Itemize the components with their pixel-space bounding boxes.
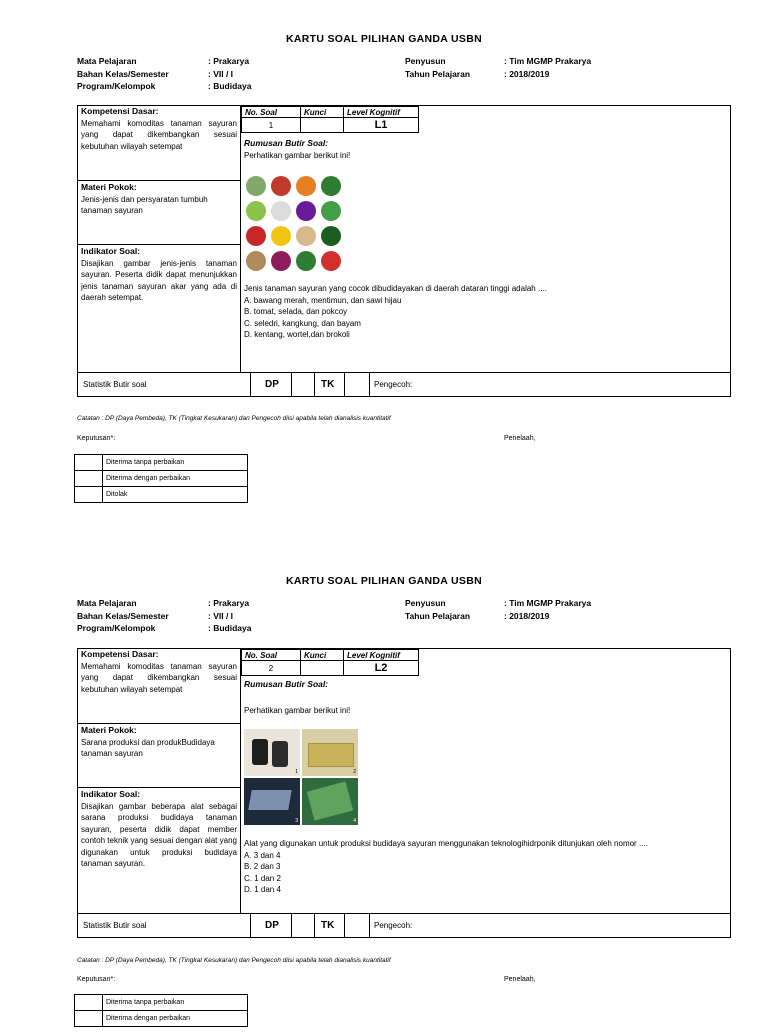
meta-label: Tahun Pelajaran <box>405 68 471 79</box>
option-b: B. tomat, selada, dan pokcoy <box>244 307 348 316</box>
level-value: L1 <box>344 118 419 133</box>
divider <box>291 914 292 938</box>
soal-frame <box>77 648 731 938</box>
meta-label: Tahun Pelajaran <box>405 610 471 621</box>
kompetensi-section <box>78 106 240 152</box>
divider <box>78 244 240 245</box>
rumusan-label: Rumusan Butir Soal: <box>244 138 329 148</box>
divider <box>314 914 315 938</box>
vegetable-image <box>321 226 341 246</box>
card-title: KARTU SOAL PILIHAN GANDA USBN <box>286 33 482 45</box>
meta-right <box>405 55 591 80</box>
no-soal-value: 1 <box>242 118 301 133</box>
tool-image-2 <box>302 729 358 776</box>
meta-label: Bahan Kelas/Semester <box>77 610 169 621</box>
indikator-label: Indikator Soal: <box>81 789 141 799</box>
rumusan-intro-block <box>244 705 350 717</box>
vegetable-image <box>271 251 291 271</box>
no-soal-value: 2 <box>242 661 301 676</box>
catatan-note: Catatan : DP (Daya Pembeda), TK (Tingkat Kesukaran) dan Pengecoh diisi apabila telah dianalisis kuantitatif <box>77 957 391 964</box>
kompetensi-label: Kompetensi Dasar: <box>81 649 159 659</box>
option-a: A. bawang merah, mentimun, dan sawi hijau <box>244 295 402 305</box>
decision-row <box>75 455 248 471</box>
meta-left <box>77 55 251 93</box>
option-a: A. 3 dan 4 <box>244 850 281 860</box>
meta-value: : VII / I <box>208 610 234 621</box>
materi-label: Materi Pokok: <box>81 182 137 192</box>
divider <box>344 373 345 397</box>
vegetable-image <box>321 176 341 196</box>
decision-row <box>75 995 248 1011</box>
soal-info-table <box>241 649 419 676</box>
divider <box>78 787 240 788</box>
decision-checkbox[interactable] <box>75 1011 103 1027</box>
vegetable-image <box>246 251 266 271</box>
materi-section <box>78 725 240 760</box>
indikator-text: Disajikan gambar beberapa alat sebagai sarana produksi budidaya tanaman sayuran, peserta didik dapat member contoh teknik yang sesuai dengan alat yang digunakan untuk produksi budidaya tanaman sayuran. <box>81 801 237 868</box>
question-text: Alat yang digunakan untuk produksi budidaya sayuran menggunakan teknologihidrponik ditunjukan oleh nomor .... <box>244 839 648 848</box>
image-number: 3 <box>295 818 298 824</box>
meta-label: Penyusun <box>405 598 446 608</box>
materi-text: Sarana produksi dan produkBudidaya tanaman sayuran <box>81 737 215 758</box>
indikator-text: Disajikan gambar jenis-jenis tanaman sayuran. Peserta didik dapat menunjukkan jenis tanaman sayuran akar yang ada di daerah setempat. <box>81 258 237 302</box>
meta-value: : Budidaya <box>208 623 252 633</box>
decision-checkbox[interactable] <box>75 471 103 487</box>
keputusan-label: Keputusan*: <box>77 435 116 442</box>
option-c: C. 1 dan 2 <box>244 873 281 883</box>
divider <box>369 373 370 397</box>
tool-image-4 <box>302 778 358 825</box>
meta-label: Bahan Kelas/Semester <box>77 68 169 79</box>
statistik-label: Statistik Butir soal <box>83 380 147 389</box>
indikator-section <box>78 246 240 304</box>
decision-label: Ditolak <box>103 487 248 503</box>
decision-label: Diterima dengan perbaikan <box>103 471 248 487</box>
kunci-value <box>301 661 344 676</box>
dp-label: DP <box>265 920 279 931</box>
level-value: L2 <box>344 661 419 676</box>
vegetable-image <box>246 201 266 221</box>
meta-label: Program/Kelompok <box>77 81 156 91</box>
divider <box>314 373 315 397</box>
meta-value: : Tim MGMP Prakarya <box>504 56 592 66</box>
catatan-note: Catatan : DP (Daya Pembeda), TK (Tingkat Kesukaran) dan Pengecoh diisi apabila telah dianalisis kuantitatif <box>77 415 391 422</box>
vegetable-image <box>296 226 316 246</box>
decision-checkbox[interactable] <box>75 455 103 471</box>
col-kunci: Kunci <box>301 107 344 118</box>
card-2 <box>0 542 768 1032</box>
penelaah-label: Penelaah, <box>504 435 536 442</box>
divider <box>250 373 251 397</box>
decision-label: Diterima tanpa perbaikan <box>103 455 248 471</box>
divider <box>291 373 292 397</box>
indikator-section <box>78 789 240 870</box>
image-number: 4 <box>353 818 356 824</box>
question-text: Jenis tanaman sayuran yang cocok dibudidayakan di daerah dataran tinggi adalah .... <box>244 284 547 293</box>
vegetable-image <box>296 176 316 196</box>
pengecoh-label: Pengecoh: <box>374 921 413 930</box>
materi-label: Materi Pokok: <box>81 725 137 735</box>
decision-row <box>75 471 248 487</box>
meta-label: Penyusun <box>405 56 446 66</box>
meta-label: Program/Kelompok <box>77 623 156 633</box>
col-kunci: Kunci <box>301 650 344 661</box>
penelaah-label: Penelaah, <box>504 976 536 983</box>
decision-row <box>75 487 248 503</box>
vegetable-image <box>246 226 266 246</box>
divider <box>78 723 240 724</box>
meta-value: : Budidaya <box>208 81 252 91</box>
divider <box>250 914 251 938</box>
decision-row <box>75 1011 248 1027</box>
vegetable-image <box>246 176 266 196</box>
statistik-row <box>78 372 730 397</box>
keputusan-label: Keputusan*: <box>77 976 116 983</box>
tool-image-1 <box>244 729 300 776</box>
rumusan-label: Rumusan Butir Soal: <box>244 679 329 689</box>
divider <box>369 914 370 938</box>
option-b: B. 2 dan 3 <box>244 862 281 871</box>
kompetensi-label: Kompetensi Dasar: <box>81 106 159 116</box>
soal-info-table <box>241 106 419 133</box>
statistik-row <box>78 913 730 938</box>
vegetable-image-grid <box>244 174 342 272</box>
vegetable-image <box>321 251 341 271</box>
decision-label: Diterima tanpa perbaikan <box>103 995 248 1011</box>
meta-value: : Prakarya <box>208 598 250 608</box>
decision-checkbox[interactable] <box>75 487 103 503</box>
meta-value: : VII / I <box>208 68 234 79</box>
col-no-soal: No. Soal <box>242 650 301 661</box>
rumusan-intro: Perhatikan gambar berikut ini! <box>244 706 351 715</box>
materi-section <box>78 182 240 217</box>
soal-frame <box>77 105 731 397</box>
pengecoh-label: Pengecoh: <box>374 380 413 389</box>
rumusan-block <box>244 679 328 691</box>
decision-table <box>74 454 248 503</box>
col-level: Level Kognitif <box>344 107 419 118</box>
divider <box>344 914 345 938</box>
indikator-label: Indikator Soal: <box>81 246 141 256</box>
option-d: D. kentang, wortel,dan brokoli <box>244 330 350 339</box>
kompetensi-section <box>78 649 240 695</box>
option-d: D. 1 dan 4 <box>244 885 281 894</box>
vegetable-image <box>271 226 291 246</box>
kompetensi-text: Memahami komoditas tanaman sayuran yang dapat dikembangkan sesuai kebutuhan wilayah setempat <box>81 118 237 151</box>
meta-right <box>405 597 591 622</box>
kompetensi-text: Memahami komoditas tanaman sayuran yang dapat dikembangkan sesuai kebutuhan wilayah setempat <box>81 661 237 694</box>
statistik-label: Statistik Butir soal <box>83 921 147 930</box>
meta-label: Mata Pelajaran <box>77 598 137 608</box>
vegetable-image <box>271 201 291 221</box>
col-level: Level Kognitif <box>344 650 419 661</box>
image-number: 1 <box>295 769 298 775</box>
decision-table <box>74 994 248 1027</box>
option-c: C. seledri, kangkung, dan bayam <box>244 318 361 328</box>
col-no-soal: No. Soal <box>242 107 301 118</box>
kunci-value <box>301 118 344 133</box>
question-block <box>244 838 648 896</box>
tk-label: TK <box>321 920 335 931</box>
tool-image-grid <box>244 729 358 825</box>
meta-left <box>77 597 251 635</box>
vegetable-image <box>296 251 316 271</box>
meta-value: : 2018/2019 <box>504 610 550 621</box>
materi-text: Jenis-jenis dan persyaratan tumbuh tanaman sayuran <box>81 194 208 215</box>
vegetable-image <box>321 201 341 221</box>
meta-label: Mata Pelajaran <box>77 56 137 66</box>
rumusan-block <box>244 138 350 161</box>
tool-image-3 <box>244 778 300 825</box>
meta-value: : Tim MGMP Prakarya <box>504 598 592 608</box>
vegetable-image <box>296 201 316 221</box>
divider <box>78 180 240 181</box>
card-1 <box>0 0 768 498</box>
rumusan-intro: Perhatikan gambar berikut ini! <box>244 150 351 160</box>
vegetable-image <box>271 176 291 196</box>
meta-value: : Prakarya <box>208 56 250 66</box>
dp-label: DP <box>265 379 279 390</box>
meta-value: : 2018/2019 <box>504 68 550 79</box>
decision-checkbox[interactable] <box>75 995 103 1011</box>
card-title: KARTU SOAL PILIHAN GANDA USBN <box>286 575 482 587</box>
tk-label: TK <box>321 379 335 390</box>
image-number: 2 <box>353 769 356 775</box>
question-block <box>244 283 547 341</box>
decision-label: Diterima dengan perbaikan <box>103 1011 248 1027</box>
